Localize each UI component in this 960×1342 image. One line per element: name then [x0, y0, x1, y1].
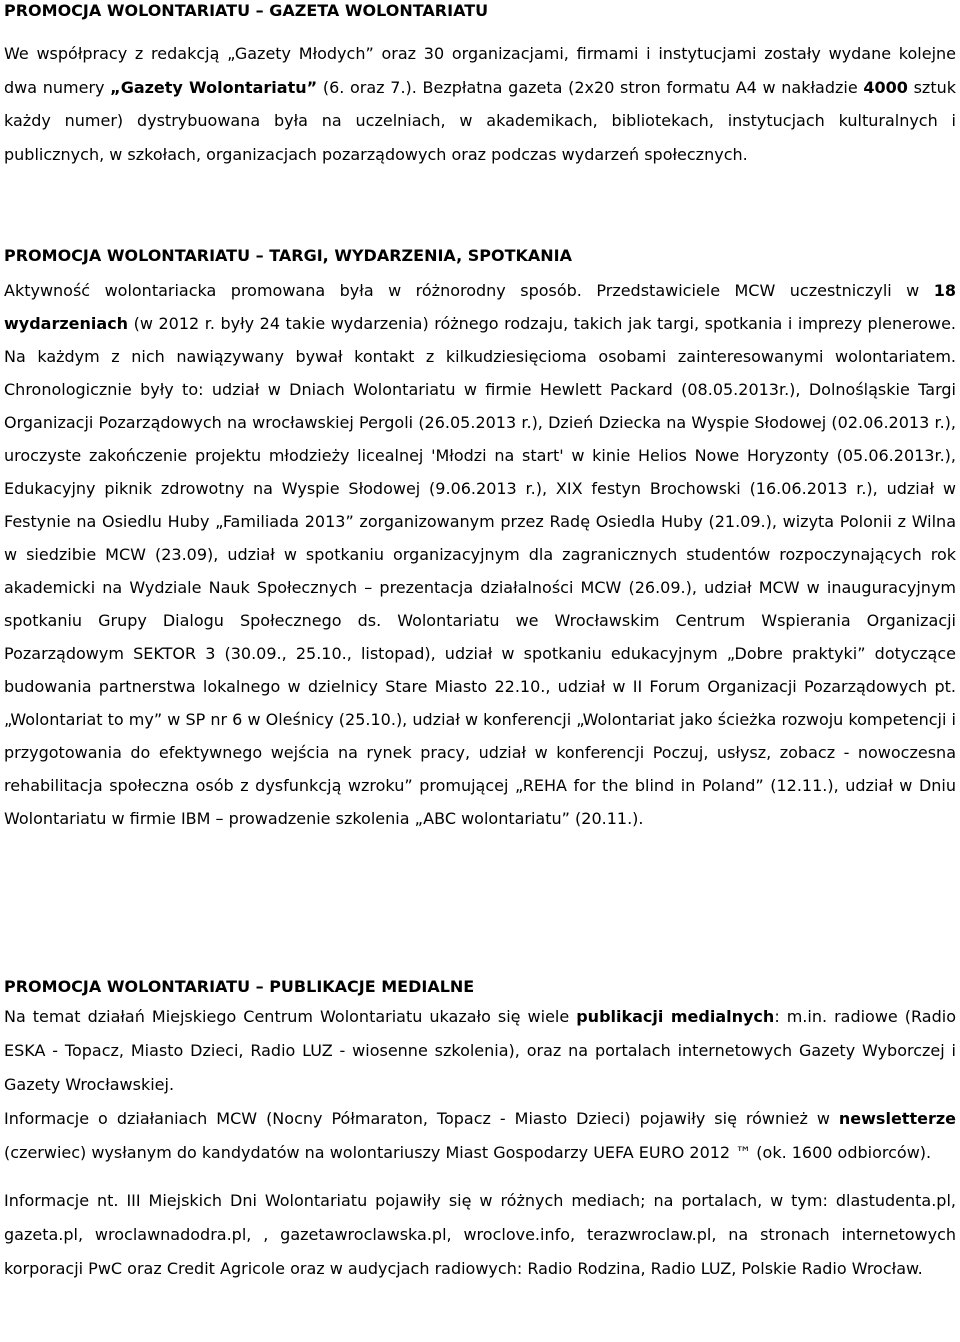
text-span: Aktywność wolontariacka promowana była w różnorodny sposób. Przedstawiciele MCW uczestniczyli w	[4, 281, 934, 300]
section-body-publikacje	[4, 1000, 956, 1286]
paragraph-publikacje-1	[4, 1000, 956, 1102]
bold-text: 18 wydarzeniach	[4, 281, 956, 333]
bold-text: „Gazety Wolontariatu”	[110, 77, 318, 97]
section-body-gazeta	[4, 37, 956, 171]
paragraph-gazeta	[4, 37, 956, 171]
paragraph-gap	[4, 1170, 956, 1184]
paragraph-publikacje-3: Informacje nt. III Miejskich Dni Wolontariatu pojawiły się w różnych mediach; na portalach, w tym: dlastudenta.pl, gazeta.pl, wroclawnadodra.pl, , gazetawroclawska.pl, wroclove.info, terazwroclaw.pl, na stronach internetowych korporacji PwC oraz Credit Agricole oraz w audycjach radiowych: Radio Rodzina, Radio LUZ, Polskie Radio Wrocław.	[4, 1191, 956, 1278]
text-span: (czerwiec) wysłanym do kandydatów na wolontariuszy Miast Gospodarzy UEFA EURO 2012 ™ (ok. 1600 odbiorców).	[4, 1143, 932, 1162]
section-heading-wydarzenia: PROMOCJA WOLONTARIATU – TARGI, WYDARZENIA, SPOTKANIA	[4, 246, 573, 265]
text-span: : m.in. radiowe (Radio ESKA - Topacz, Miasto Dzieci, Radio LUZ - wiosenne szkolenia), oraz na portalach internetowych Gazety Wyborczej i Gazety Wrocławskiej.	[4, 1007, 956, 1094]
paragraph-wydarzenia	[4, 274, 956, 835]
text-span: Informacje o działaniach MCW (Nocny Półmaraton, Topacz - Miasto Dzieci) pojawiły się również w	[4, 1109, 839, 1128]
bold-text: 4000	[863, 77, 908, 97]
text-span: sztuk każdy numer) dystrybuowana była na uczelniach, w akademikach, bibliotekach, instytucjach kulturalnych i publicznych, w szkołach, organizacjach pozarządowych oraz podczas wydarzeń społecznych.	[4, 77, 957, 164]
section-heading-gazeta: PROMOCJA WOLONTARIATU – GAZETA WOLONTARIATU	[4, 1, 489, 20]
bold-text: publikacji medialnych	[576, 1007, 775, 1026]
text-span: Na temat działań Miejskiego Centrum Wolontariatu ukazało się wiele	[4, 1007, 577, 1026]
section-heading-publikacje: PROMOCJA WOLONTARIATU – PUBLIKACJE MEDIALNE	[4, 977, 475, 996]
section-body-wydarzenia	[4, 274, 956, 835]
text-span: We współpracy z redakcją „Gazety Młodych” oraz 30 organizacjami, firmami i instytucjami zostały wydane kolejne dwa numery	[4, 44, 956, 97]
paragraph-publikacje-2	[4, 1102, 956, 1170]
bold-text: newsletterze	[838, 1109, 956, 1128]
text-span: (w 2012 r. były 24 takie wydarzenia) różnego rodzaju, takich jak targi, spotkania i imprezy plenerowe. Na każdym z nich nawiązywany bywał kontakt z kilkudziesięcioma osobami zainteresowanymi wolontariatem. Chronologicznie były to: udział w Dniach Wolontariatu w firmie Hewlett Packard (08.05.2013r.), Dolnośląskie Targi Organizacji Pozarządowych na wrocławskiej Pergoli (26.05.2013 r.), Dzień Dziecka na Wyspie Słodowej (02.06.2013 r.), uroczyste zakończenie projektu młodzieży licealnej 'Młodzi na start' w kinie Helios Nowe Horyzonty (05.06.2013r.), Edukacyjny piknik zdrowotny na Wyspie Słodowej (9.06.2013 r.), XIX festyn Brochowski (16.06.2013 r.), udział w Festynie na Osiedlu Huby „Familiada 2013” zorganizowanym przez Radę Osiedla Huby (21.09.), wizyta Polonii z Wilna w siedzibie MCW (23.09), udział w spotkaniu organizacyjnym dla zagranicznych studentów rozpoczynających rok akademicki na Wydziale Nauk Społecznych – prezentacja działalności MCW (26.09.), udział MCW w inauguracyjnym spotkaniu Grupy Dialogu Społecznego ds. Wolontariatu we Wrocławskim Centrum Wspierania Organizacji Pozarządowym SEKTOR 3 (30.09., 25.10., listopad), udział w spotkaniu edukacyjnym „Dobre praktyki” dotyczące budowania partnerstwa lokalnego w dzielnicy Stare Miasto 22.10., udział w II Forum Organizacji Pozarządowych pt. „Wolontariat to my” w SP nr 6 w Oleśnicy (25.10.), udział w konferencji „Wolontariat jako ścieżka rozwoju kompetencji i przygotowania do efektywnego wejścia na rynek pracy, udział w konferencji Poczuj, usłysz, zobacz - nowoczesna rehabilitacja społeczna osób z dysfunkcją wzroku” promującej „REHA for the blind in Poland” (12.11.), udział w Dniu Wolontariatu w firmie IBM – prowadzenie szkolenia „ABC wolontariatu” (20.11.).	[4, 314, 956, 828]
text-span: (6. oraz 7.). Bezpłatna gazeta (2x20 stron formatu A4 w nakładzie	[317, 77, 864, 97]
